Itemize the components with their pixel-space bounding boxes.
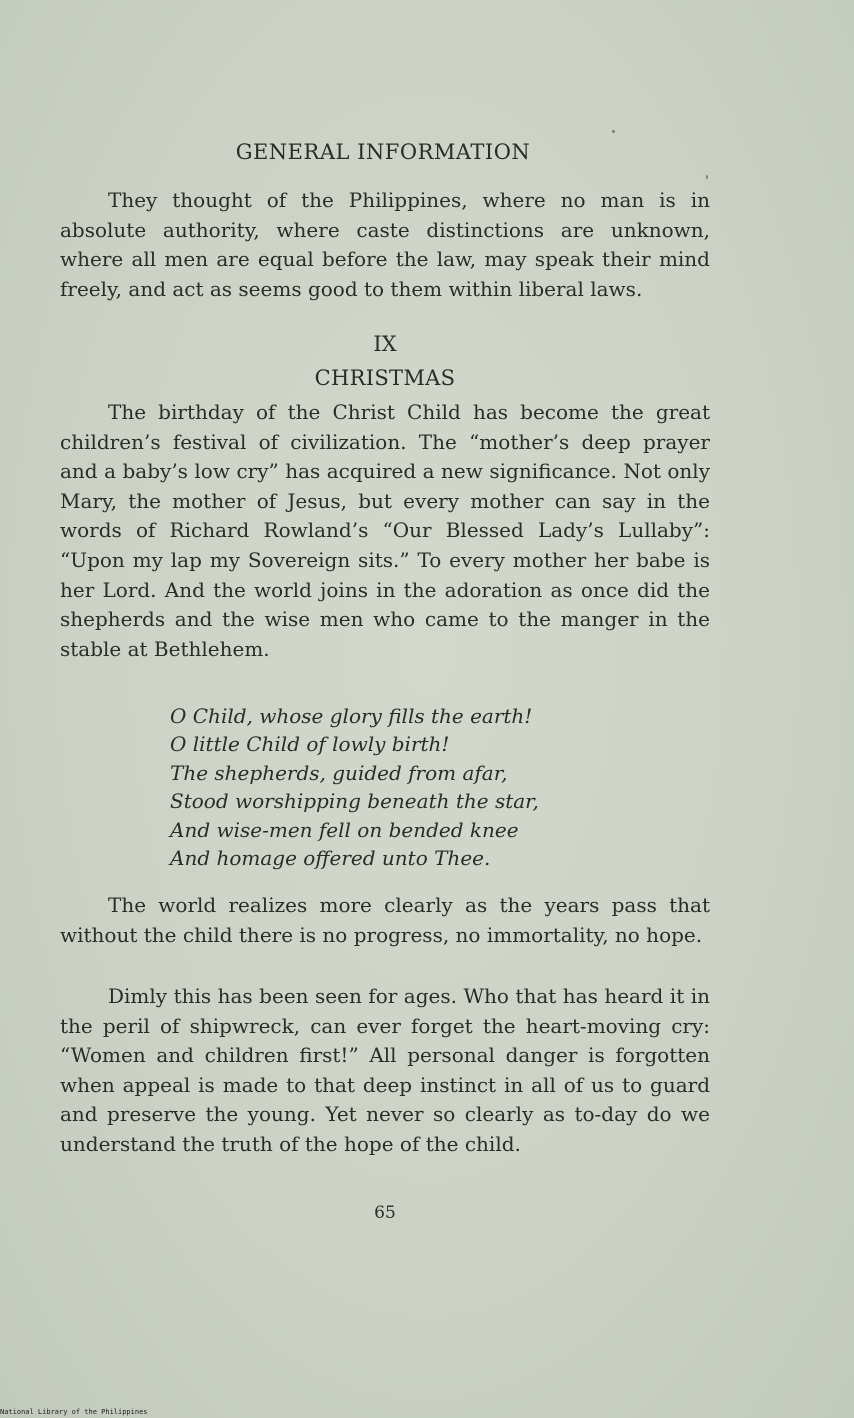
section-title: CHRISTMAS [314,366,456,390]
paragraph-progress [60,891,710,950]
verse-line: And homage offered unto Thee. [170,846,491,871]
paragraph-shipwreck [60,982,710,1160]
verse-line: The shepherds, guided from afar, [170,760,508,785]
verse-line: And wise-men fell on bended knee [170,817,519,842]
paragraph-text: The world realizes more clearly as the years pass that without the child there is no progress, no immortality, no hope. [60,893,710,947]
verse-line: O little Child of lowly birth! [170,732,450,757]
paper-speck [612,130,615,133]
paragraph-christmas [60,398,710,664]
page-number: 65 [374,1203,396,1223]
paragraph-text: Dimly this has been seen for ages. Who that has heard it in the peril of shipwreck, can ever forget the heart-moving cry: “Women and children first!” All personal danger is forgotten when appeal is made to that deep instinct in all of us to guard and preserve the young. Yet never so clearly as to-day do we understand the truth of the hope of the child. [60,984,710,1156]
paragraph-text: They thought of the Philippines, where no man is in absolute authority, where caste distinctions are unknown, where all men are equal before the law, may speak their mind freely, and act as seems good to them within liberal laws. [60,188,710,301]
paragraph-philippines [60,186,710,304]
running-head: GENERAL INFORMATION [235,140,531,164]
verse-line: O Child, whose glory fills the earth! [170,704,533,728]
verse-line: Stood worshipping beneath the star, [170,789,539,814]
verse-stanza [170,702,690,872]
section-number: IX [373,332,397,356]
library-credit: National Library of the Philippines [0,1408,148,1416]
paper-speck [706,175,708,179]
paragraph-text: The birthday of the Christ Child has become the great children’s festival of civilization. The “mother’s deep prayer and a baby’s low cry” has acquired a new significance. Not only Mary, the mother of Jesus, but every mother can say in the words of Richard Rowland’s “Our Blessed Lady’s Lullaby”: “Upon my lap my Sovereign sits.” To every mother her babe is her Lord. And the world joins in the adoration as once did the shepherds and the wise men who came to the manger in the stable at Bethlehem. [60,400,710,661]
